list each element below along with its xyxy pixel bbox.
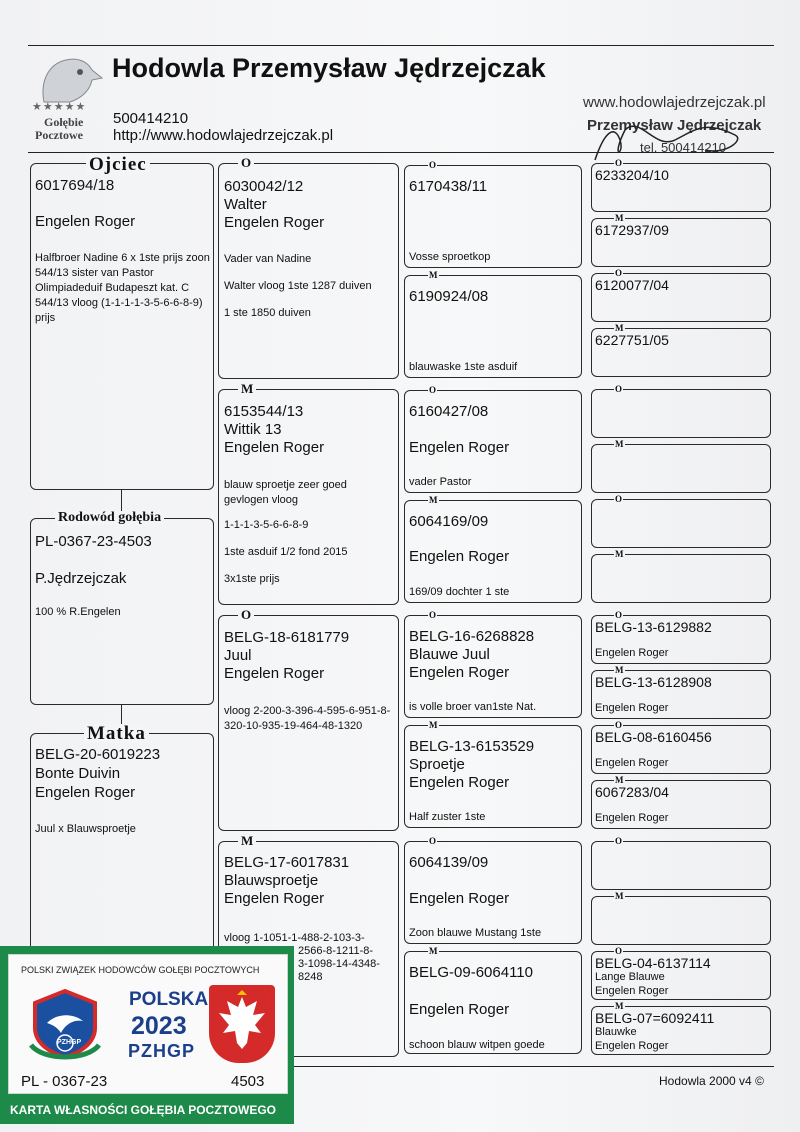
gen2-fm-note-4: 3x1ste prijs <box>224 573 280 585</box>
gen3-ffm-note: blauwaske 1ste asduif <box>409 361 518 373</box>
signature <box>585 110 755 170</box>
gen3-mmf-note: Zoon blauwe Mustang 1ste <box>409 927 542 939</box>
gen4-label: M <box>615 323 624 333</box>
pzhgp-logo <box>25 983 105 1063</box>
gen4-label: O <box>615 720 623 730</box>
gen4-ring: 6233204/10 <box>595 167 669 183</box>
gen2-ff-breeder: Engelen Roger <box>224 214 325 231</box>
gen4-box <box>591 841 771 890</box>
gen3-fmm-note: 169/09 dochter 1 ste <box>409 586 510 598</box>
gen4-ring: 6227751/05 <box>595 332 669 348</box>
card-badge: PZHGP <box>57 1039 82 1046</box>
card-org: POLSKI ZWIĄZEK HODOWCÓW GOŁĘBI POCZTOWYCH <box>21 965 260 975</box>
gen2-fm-note-3: 1ste asduif 1/2 fond 2015 <box>224 546 348 558</box>
page-title: Hodowla Przemysław Jędrzejczak <box>112 53 546 83</box>
gen4-label: O <box>615 946 623 956</box>
gen3-mmf-breeder: Engelen Roger <box>409 890 510 907</box>
footer-rule <box>292 1066 774 1067</box>
mother-breeder: Engelen Roger <box>35 784 136 801</box>
gen3-mmf-ring: 6064139/09 <box>409 854 489 871</box>
gen2-mf-note-1: vloog 2-200-3-396-4-595-6-951-8-320-10-935-19-464-48-1320 <box>224 705 391 732</box>
gen2-mm-note-1: vloog 1-1051-1-488-2-103-3- <box>224 932 365 944</box>
gen3-fmf-ring: 6160427/08 <box>409 403 489 420</box>
gen4-ring: 6172937/09 <box>595 222 669 238</box>
father-notes: Halfbroer Nadine 6 x 1ste prijs zoon 544/13 sister van Pastor Olimpiadeduif Budapeszt kat. C 544/13 vloog (1-1-1-1-3-5-6-6-8-9) prijs <box>35 252 210 324</box>
pigeon-owner: P.Jędrzejczak <box>35 570 127 587</box>
pigeon-note: 100 % R.Engelen <box>35 606 121 618</box>
gen3-mfm-name: Sproetje <box>409 756 465 773</box>
pedigree-label: Rodowód gołębia <box>55 511 164 525</box>
card-inner <box>8 954 288 1094</box>
gen4-box <box>591 389 771 438</box>
gen2-fm-breeder: Engelen Roger <box>224 439 325 456</box>
mother-ring: BELG-20-6019223 <box>35 746 161 763</box>
footer-version: Hodowla 2000 v4 © <box>659 1074 764 1088</box>
father-breeder: Engelen Roger <box>35 213 136 230</box>
mother-name: Bonte Duivin <box>35 765 121 782</box>
logo-text-1: Gołębie <box>44 115 84 129</box>
gen4-line-2: Engelen Roger <box>595 812 669 824</box>
gen4-box <box>591 444 771 493</box>
gen2-ff-note-1: Vader van Nadine <box>224 253 312 265</box>
gen4-ring: BELG-13-6129882 <box>595 619 712 635</box>
gen2-fm-name: Wittik 13 <box>224 421 282 438</box>
gen4-line-3: Engelen Roger <box>595 1040 669 1052</box>
gen4-line-2: Engelen Roger <box>595 702 669 714</box>
gen3-fmf-breeder: Engelen Roger <box>409 439 510 456</box>
gen4-ring: 6120077/04 <box>595 277 669 293</box>
gen2-ff-note-3: 1 ste 1850 duiven <box>224 307 311 319</box>
gen4-ring: BELG-08-6160456 <box>595 729 712 745</box>
gen3-mfm-label: M <box>429 720 438 730</box>
gen3-mff-note: is volle broer van1ste Nat. <box>409 701 537 713</box>
gen3-mfm-ring: BELG-13-6153529 <box>409 738 535 755</box>
gen3-mff-ring: BELG-16-6268828 <box>409 628 535 645</box>
gen4-label: M <box>615 775 624 785</box>
logo-text-2: Pocztowe <box>35 128 83 142</box>
gen3-mff-name: Blauwe Juul <box>409 646 490 663</box>
mother-notes: Juul x Blauwsproetje <box>35 823 136 835</box>
gen3-ffm-label: M <box>429 270 438 280</box>
gen4-line-2: Lange Blauwe <box>595 971 665 983</box>
gen2-mm-note-2: 2566-8-1211-8- <box>298 945 374 957</box>
gen3-mmm-breeder: Engelen Roger <box>409 1001 510 1018</box>
gen3-mfm-note: Half zuster 1ste <box>409 811 486 823</box>
white-eagle-icon <box>209 985 275 1063</box>
gen4-label: O <box>615 384 623 394</box>
stamp-url: www.hodowlajedrzejczak.pl <box>583 94 766 111</box>
gen2-mf-ring: BELG-18-6181779 <box>224 629 350 646</box>
gen2-mf-breeder: Engelen Roger <box>224 665 325 682</box>
gen4-label: M <box>615 665 624 675</box>
gen3-fmm-ring: 6064169/09 <box>409 513 489 530</box>
gen3-fmf-note: vader Pastor <box>409 476 472 488</box>
gen4-box <box>591 499 771 548</box>
gen2-mm-ring: BELG-17-6017831 <box>224 854 350 871</box>
gen2-fm-note-2: 1-1-1-3-5-6-6-8-9 <box>224 519 309 531</box>
card-abbr: PZHGP <box>128 1041 196 1061</box>
gen2-mm-label: M <box>238 834 256 847</box>
gen2-ff-label: O <box>238 156 254 169</box>
gen4-ring: BELG-13-6128908 <box>595 674 712 690</box>
gen4-label: M <box>615 439 624 449</box>
flag-red-shield <box>209 985 275 1063</box>
gen4-label: M <box>615 891 624 901</box>
gen3-mff-label: O <box>429 610 437 620</box>
gen4-label: O <box>615 268 623 278</box>
mother-label: Matka <box>84 724 149 743</box>
gen3-mmm-note: schoon blauw witpen goede <box>409 1039 545 1051</box>
ownership-card <box>0 946 294 1124</box>
father-ring: 6017694/18 <box>35 177 115 194</box>
top-rule <box>28 45 774 46</box>
card-country: POLSKA <box>129 989 209 1010</box>
gen4-line-2: Engelen Roger <box>595 647 669 659</box>
stamp-phone: tel. 500414210 <box>640 140 727 155</box>
pigeon-ring: PL-0367-23-4503 <box>35 533 152 550</box>
gen4-ring: 6067283/04 <box>595 784 669 800</box>
gen4-label: O <box>615 494 623 504</box>
gen2-mm-name: Blauwsproetje <box>224 872 319 889</box>
gen3-fff-ring: 6170438/11 <box>409 178 488 195</box>
gen4-line-3: Engelen Roger <box>595 985 669 997</box>
stamp-name: Przemysław Jędrzejczak <box>587 117 762 134</box>
gen2-fm-note-1: blauw sproetje zeer goed gevlogen vloog <box>224 479 347 506</box>
gen4-line-2: Blauwke <box>595 1026 637 1038</box>
gen3-fff-note: Vosse sproetkop <box>409 251 491 263</box>
gen2-mf-label: O <box>238 608 254 621</box>
gen2-ff-note-2: Walter vloog 1ste 1287 duiven <box>224 280 372 292</box>
gen2-mf-name: Juul <box>224 647 252 664</box>
gen3-fmm-label: M <box>429 495 438 505</box>
gen3-ffm-ring: 6190924/08 <box>409 288 489 305</box>
gen3-fff-label: O <box>429 160 437 170</box>
gen4-ring: BELG-04-6137114 <box>595 955 711 971</box>
father-label: Ojciec <box>86 155 150 174</box>
gen4-box <box>591 554 771 603</box>
gen2-fm-ring: 6153544/13 <box>224 403 304 420</box>
gen4-label: O <box>615 158 623 168</box>
gen3-mmm-ring: BELG-09-6064110 <box>409 964 533 981</box>
gen3-mff-breeder: Engelen Roger <box>409 664 510 681</box>
card-ring: PL - 0367-23 <box>21 1073 108 1090</box>
gen2-ff-name: Walter <box>224 196 267 213</box>
gen3-mmf-label: O <box>429 836 437 846</box>
gen4-box <box>591 896 771 945</box>
phone-number: 500414210 <box>113 110 189 127</box>
gen2-mm-note-3: 3-1098-14-4348- <box>298 958 380 970</box>
gen4-label: O <box>615 610 623 620</box>
logo-stars: ★★★★★ <box>32 101 87 113</box>
header-rule <box>28 152 774 153</box>
card-bottom-text: KARTA WŁASNOŚCI GOŁĘBIA POCZTOWEGO <box>10 1103 276 1117</box>
gen3-mfm-breeder: Engelen Roger <box>409 774 510 791</box>
logo <box>30 52 106 142</box>
gen4-label: M <box>615 549 624 559</box>
card-year: 2023 <box>131 1012 187 1040</box>
gen4-ring: BELG-07=6092411 <box>595 1010 715 1026</box>
gen2-fm-label: M <box>238 382 256 395</box>
gen3-fmf-label: O <box>429 385 437 395</box>
gen3-mmm-label: M <box>429 946 438 956</box>
gen2-ff-ring: 6030042/12 <box>224 178 304 195</box>
gen2-mm-note-4: 8248 <box>298 971 323 983</box>
gen4-label: M <box>615 213 624 223</box>
gen4-label: O <box>615 836 623 846</box>
gen2-mm-breeder: Engelen Roger <box>224 890 325 907</box>
gen4-line-2: Engelen Roger <box>595 757 669 769</box>
website-link[interactable]: http://www.hodowlajedrzejczak.pl <box>113 127 334 144</box>
gen3-fmm-breeder: Engelen Roger <box>409 548 510 565</box>
gen4-label: M <box>615 1001 624 1011</box>
card-number: 4503 <box>231 1073 265 1090</box>
